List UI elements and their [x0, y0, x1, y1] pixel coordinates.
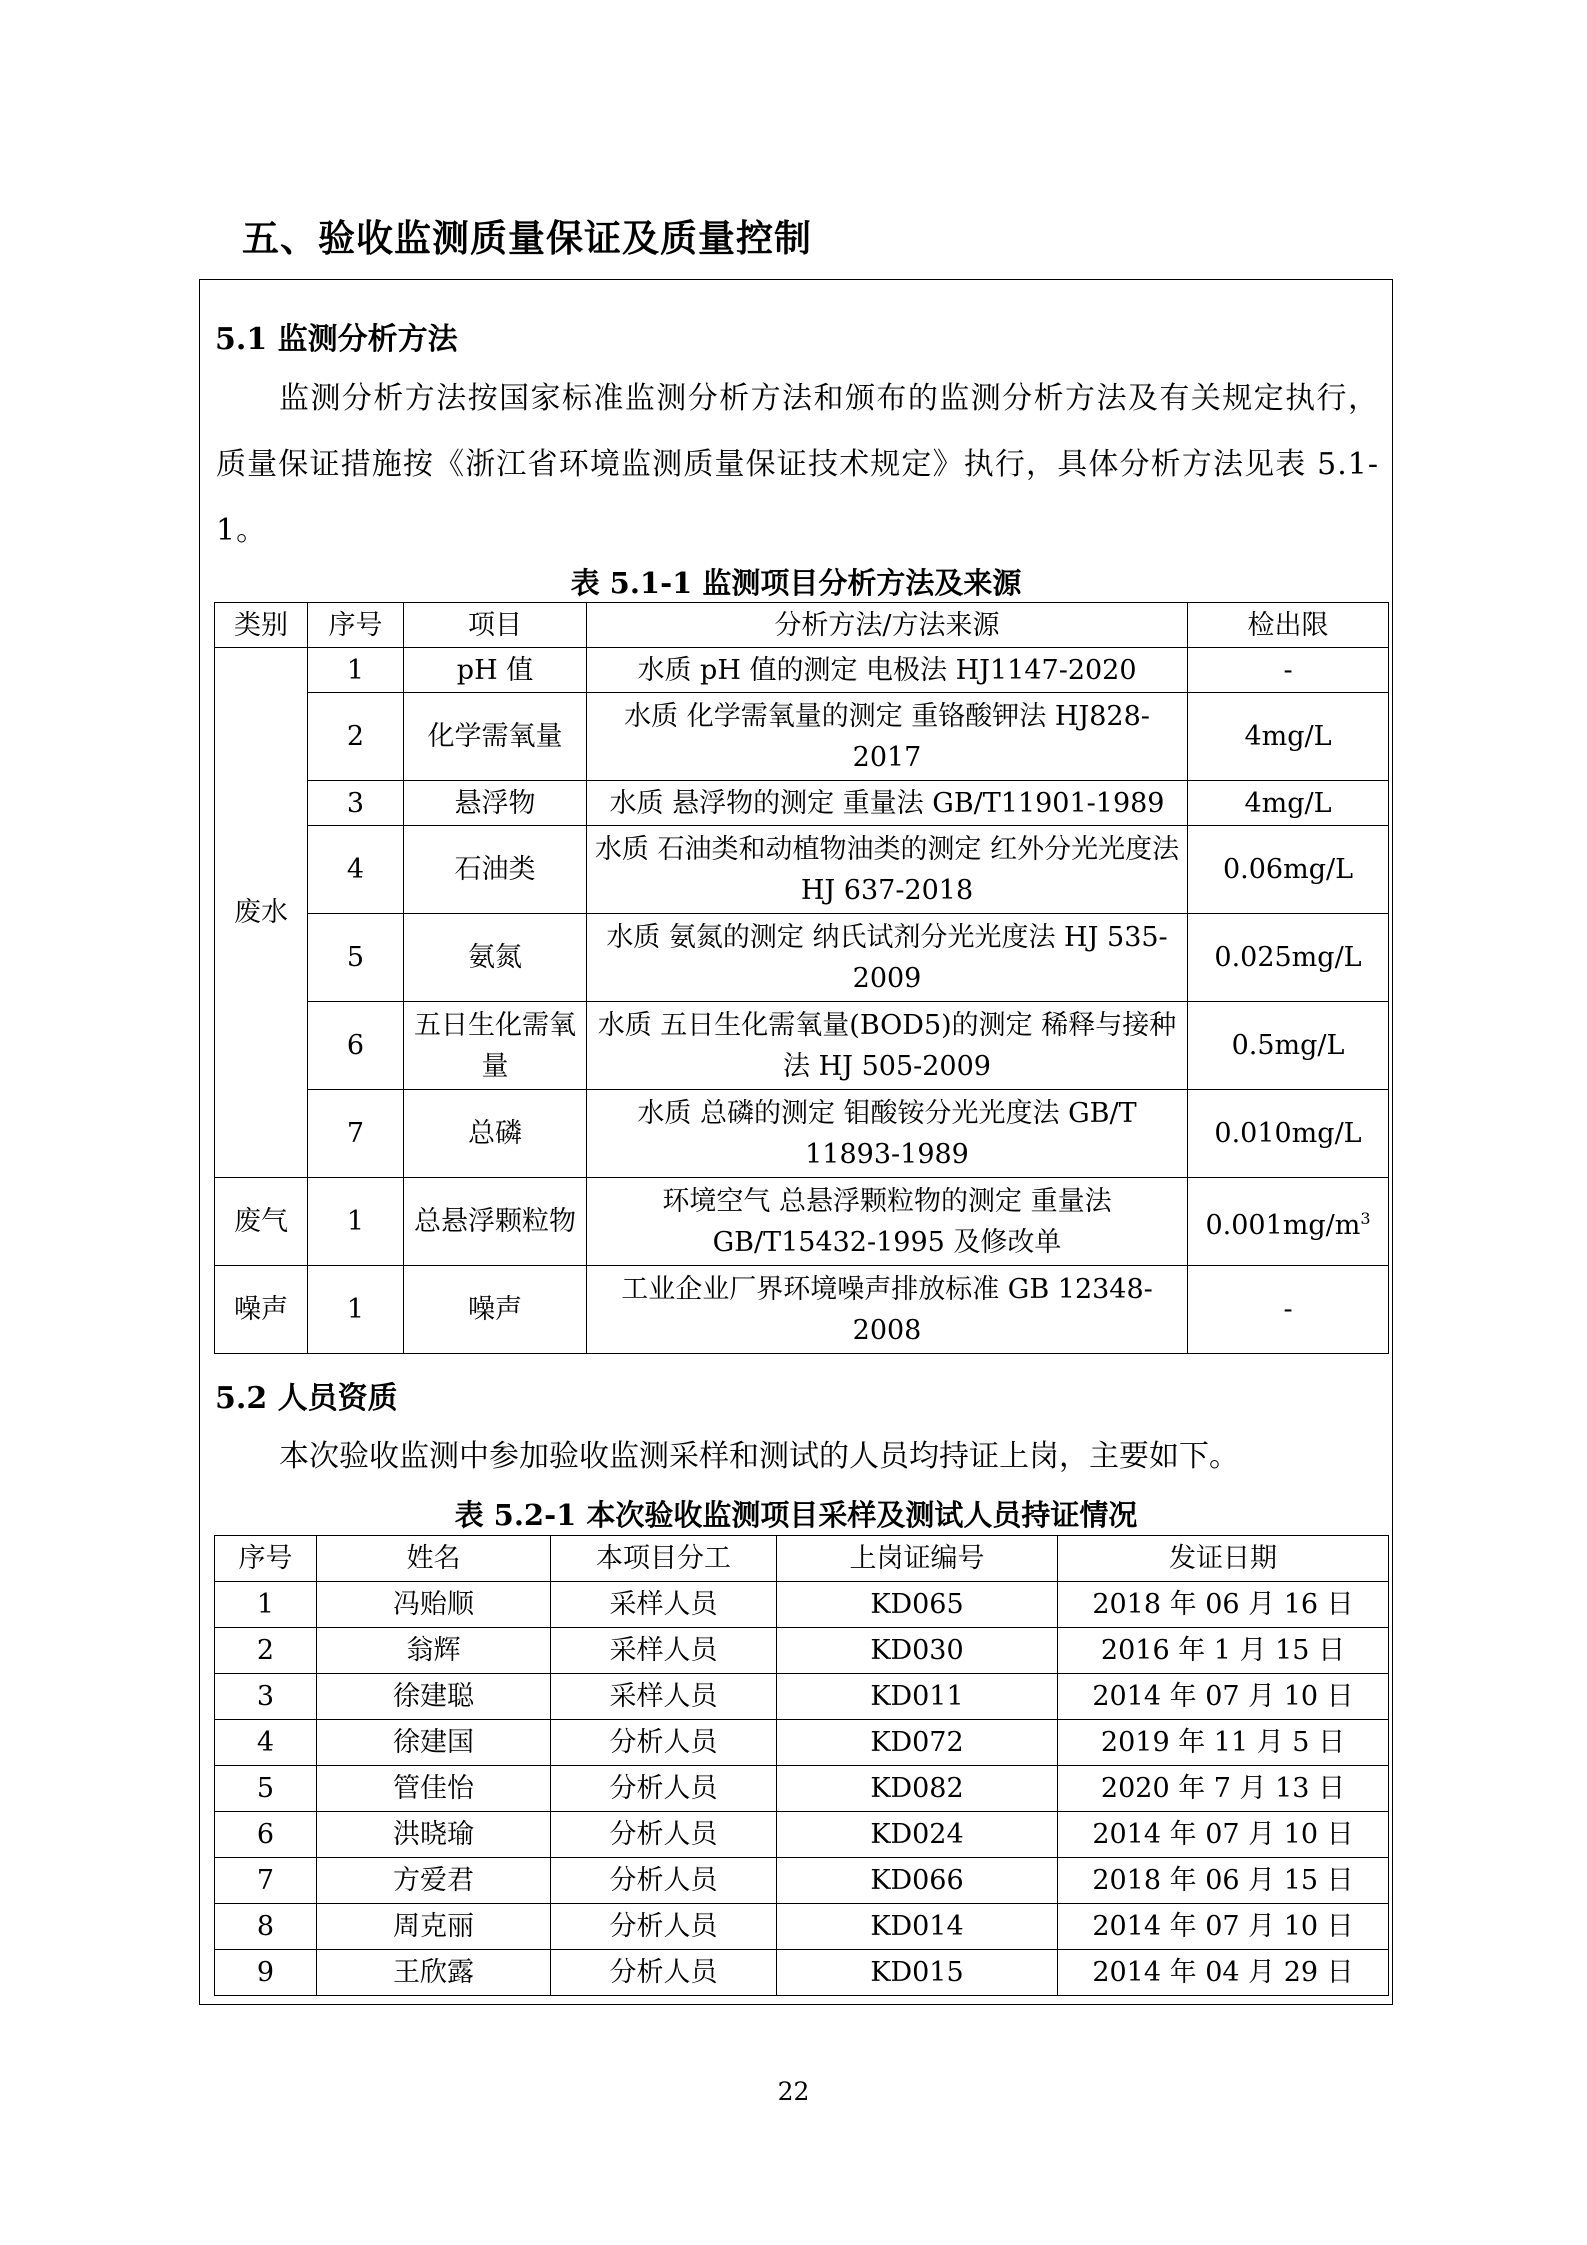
item-cell: 化学需氧量 [404, 693, 587, 781]
item-cell: 石油类 [404, 826, 587, 914]
role-cell: 分析人员 [551, 1904, 777, 1950]
method-cell: 水质 pH 值的测定 电极法 HJ1147-2020 [587, 648, 1188, 693]
person-name: 洪晓瑜 [317, 1812, 551, 1858]
issue-date: 2014 年 07 月 10 日 [1058, 1904, 1389, 1950]
role-cell: 分析人员 [551, 1950, 777, 1996]
person-name: 王欣露 [317, 1950, 551, 1996]
table-row [215, 826, 1389, 914]
person-name: 方爱君 [317, 1858, 551, 1904]
analysis-methods-table [214, 602, 1389, 1354]
person-name: 翁辉 [317, 1628, 551, 1674]
method-cell: 水质 总磷的测定 钼酸铵分光光度法 GB/T 11893-1989 [587, 1090, 1188, 1178]
limit-value: 0.001mg/m [1205, 1209, 1361, 1241]
row-number: 5 [215, 1766, 317, 1812]
method-cell: 水质 化学需氧量的测定 重铬酸钾法 HJ828-2017 [587, 693, 1188, 781]
row-number: 4 [215, 1720, 317, 1766]
method-cell: 水质 氨氮的测定 纳氏试剂分光光度法 HJ 535-2009 [587, 914, 1188, 1002]
table-header-cell: 序号 [215, 1536, 317, 1582]
method-cell: 水质 悬浮物的测定 重量法 GB/T11901-1989 [587, 781, 1188, 826]
role-cell: 采样人员 [551, 1628, 777, 1674]
row-number: 1 [308, 1178, 404, 1266]
table-header-cell: 发证日期 [1058, 1536, 1389, 1582]
row-number: 1 [308, 1266, 404, 1354]
issue-date: 2014 年 07 月 10 日 [1058, 1674, 1389, 1720]
table-row [215, 1950, 1389, 1996]
person-name: 冯贻顺 [317, 1582, 551, 1628]
item-cell: pH 值 [404, 648, 587, 693]
certificate-number: KD030 [777, 1628, 1058, 1674]
chapter-title: 五、验收监测质量保证及质量控制 [242, 216, 812, 260]
role-cell: 采样人员 [551, 1674, 777, 1720]
issue-date: 2020 年 7 月 13 日 [1058, 1766, 1389, 1812]
row-number: 4 [308, 826, 404, 914]
table-5-1-1-caption: 表 5.1-1 监测项目分析方法及来源 [570, 566, 1022, 600]
table-header-cell: 检出限 [1188, 603, 1389, 648]
limit-cell: 4mg/L [1188, 693, 1389, 781]
certificate-number: KD065 [777, 1582, 1058, 1628]
row-number: 5 [308, 914, 404, 1002]
certificate-number: KD082 [777, 1766, 1058, 1812]
row-number: 6 [215, 1812, 317, 1858]
category-cell: 噪声 [215, 1266, 308, 1354]
person-name: 周克丽 [317, 1904, 551, 1950]
table-row [215, 1674, 1389, 1720]
table-header-cell: 序号 [308, 603, 404, 648]
section-5-2-paragraph: 本次验收监测中参加验收监测采样和测试的人员均持证上岗，主要如下。 [279, 1439, 1239, 1474]
row-number: 7 [308, 1090, 404, 1178]
certificate-number: KD015 [777, 1950, 1058, 1996]
person-name: 徐建聪 [317, 1674, 551, 1720]
method-cell: 水质 石油类和动植物油类的测定 红外分光光度法 HJ 637-2018 [587, 826, 1188, 914]
table-row [215, 1090, 1389, 1178]
limit-cell: 4mg/L [1188, 781, 1389, 826]
certificate-number: KD024 [777, 1812, 1058, 1858]
issue-date: 2018 年 06 月 15 日 [1058, 1858, 1389, 1904]
role-cell: 分析人员 [551, 1720, 777, 1766]
table-row [215, 1266, 1389, 1354]
row-number: 9 [215, 1950, 317, 1996]
role-cell: 分析人员 [551, 1766, 777, 1812]
limit-superscript: 3 [1360, 1208, 1371, 1228]
issue-date: 2018 年 06 月 16 日 [1058, 1582, 1389, 1628]
person-name: 管佳怡 [317, 1766, 551, 1812]
issue-date: 2014 年 07 月 10 日 [1058, 1812, 1389, 1858]
certificate-number: KD014 [777, 1904, 1058, 1950]
table-row [215, 1766, 1389, 1812]
row-number: 8 [215, 1904, 317, 1950]
table-header-cell: 本项目分工 [551, 1536, 777, 1582]
item-cell: 氨氮 [404, 914, 587, 1002]
issue-date: 2019 年 11 月 5 日 [1058, 1720, 1389, 1766]
table-row [215, 781, 1389, 826]
certificate-number: KD072 [777, 1720, 1058, 1766]
table-row [215, 693, 1389, 781]
method-cell: 水质 五日生化需氧量(BOD5)的测定 稀释与接种法 HJ 505-2009 [587, 1002, 1188, 1090]
person-name: 徐建国 [317, 1720, 551, 1766]
category-cell: 废水 [215, 648, 308, 1178]
limit-cell: 0.5mg/L [1188, 1002, 1389, 1090]
table-row [215, 1628, 1389, 1674]
table-5-2-1-caption: 表 5.2-1 本次验收监测项目采样及测试人员持证情况 [454, 1498, 1138, 1532]
item-cell: 五日生化需氧量 [404, 1002, 587, 1090]
row-number: 1 [215, 1582, 317, 1628]
category-cell: 废气 [215, 1178, 308, 1266]
table-row [215, 1812, 1389, 1858]
limit-cell [1188, 1178, 1389, 1266]
table-row [215, 1178, 1389, 1266]
item-cell: 总悬浮颗粒物 [404, 1178, 587, 1266]
item-cell: 总磷 [404, 1090, 587, 1178]
table-row [215, 1720, 1389, 1766]
table-row [215, 914, 1389, 1002]
row-number: 6 [308, 1002, 404, 1090]
table-header-cell: 上岗证编号 [777, 1536, 1058, 1582]
issue-date: 2014 年 04 月 29 日 [1058, 1950, 1389, 1996]
row-number: 7 [215, 1858, 317, 1904]
row-number: 1 [308, 648, 404, 693]
item-cell: 悬浮物 [404, 781, 587, 826]
limit-cell: - [1188, 1266, 1389, 1354]
row-number: 2 [215, 1628, 317, 1674]
row-number: 3 [215, 1674, 317, 1720]
personnel-table [214, 1535, 1389, 1996]
item-cell: 噪声 [404, 1266, 587, 1354]
table-header-cell: 姓名 [317, 1536, 551, 1582]
section-heading-5-1: 5.1 监测分析方法 [215, 322, 458, 357]
table-row [215, 1904, 1389, 1950]
table-row [215, 648, 1389, 693]
limit-cell: 0.010mg/L [1188, 1090, 1389, 1178]
table-header-cell: 项目 [404, 603, 587, 648]
page-number: 22 [777, 2077, 810, 2106]
role-cell: 采样人员 [551, 1582, 777, 1628]
limit-cell: - [1188, 648, 1389, 693]
table-header-cell: 分析方法/方法来源 [587, 603, 1188, 648]
limit-cell: 0.025mg/L [1188, 914, 1389, 1002]
section-5-1-paragraph: 监测分析方法按国家标准监测分析方法和颁布的监测分析方法及有关规定执行，质量保证措施按《浙江省环境监测质量保证技术规定》执行，具体分析方法见表 5.1-1。 [216, 381, 1379, 548]
row-number: 3 [308, 781, 404, 826]
table-row [215, 1582, 1389, 1628]
table-row [215, 1858, 1389, 1904]
section-heading-5-2: 5.2 人员资质 [215, 1381, 398, 1416]
method-cell: 工业企业厂界环境噪声排放标准 GB 12348-2008 [587, 1266, 1188, 1354]
certificate-number: KD066 [777, 1858, 1058, 1904]
role-cell: 分析人员 [551, 1858, 777, 1904]
limit-cell: 0.06mg/L [1188, 826, 1389, 914]
row-number: 2 [308, 693, 404, 781]
method-cell: 环境空气 总悬浮颗粒物的测定 重量法 GB/T15432-1995 及修改单 [587, 1178, 1188, 1266]
role-cell: 分析人员 [551, 1812, 777, 1858]
certificate-number: KD011 [777, 1674, 1058, 1720]
table-header-cell: 类别 [215, 603, 308, 648]
issue-date: 2016 年 1 月 15 日 [1058, 1628, 1389, 1674]
table-row [215, 1002, 1389, 1090]
